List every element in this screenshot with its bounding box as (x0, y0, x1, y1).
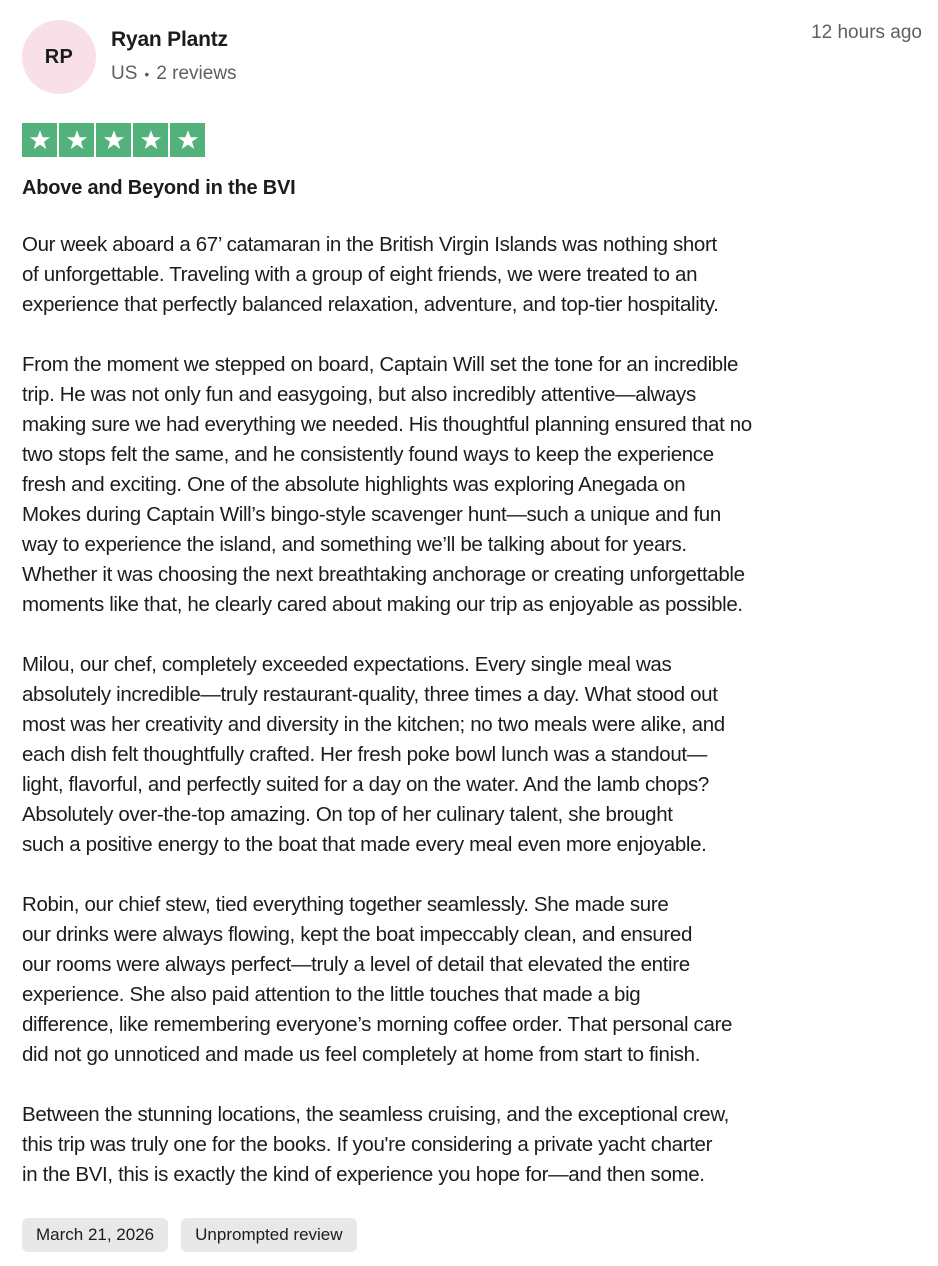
review-line: Milou, our chef, completely exceeded expectations. Every single meal was (22, 653, 672, 676)
review-line: fresh and exciting. One of the absolute highlights was exploring Anegada on (22, 473, 686, 496)
review-tags (22, 1218, 357, 1252)
review-line: Robin, our chief stew, tied everything together seamlessly. She made sure (22, 893, 669, 916)
review-line: difference, like remembering everyone’s morning coffee order. That personal care (22, 1013, 733, 1036)
review-paragraph (22, 1100, 902, 1190)
star-icon (170, 123, 205, 157)
review-line: trip. He was not only fun and easygoing, but also incredibly attentive—always (22, 383, 696, 406)
review-line: experience. She also paid attention to the little touches that made a big (22, 983, 641, 1006)
review-line: Absolutely over-the-top amazing. On top of her culinary talent, she brought (22, 803, 673, 826)
star-icon (96, 123, 131, 157)
review-date-tag: March 21, 2026 (22, 1218, 168, 1252)
review-line: way to experience the island, and something we’ll be talking about for years. (22, 533, 687, 556)
review-line: each dish felt thoughtfully crafted. Her fresh poke bowl lunch was a standout— (22, 743, 707, 766)
review-line: Whether it was choosing the next breathtaking anchorage or creating unforgettable (22, 563, 745, 586)
reviewer-name[interactable]: Ryan Plantz (111, 28, 228, 51)
reviewer-country: US (111, 63, 138, 84)
review-line: of unforgettable. Traveling with a group of eight friends, we were treated to an (22, 263, 698, 286)
review-title[interactable]: Above and Beyond in the BVI (22, 177, 296, 199)
star-icon (22, 123, 57, 157)
reviewer-avatar[interactable] (22, 20, 96, 94)
reviewer-meta (111, 63, 237, 85)
star-icon (59, 123, 94, 157)
star-rating (22, 123, 205, 157)
review-paragraph (22, 650, 902, 860)
review-line: our drinks were always flowing, kept the boat impeccably clean, and ensured (22, 923, 692, 946)
review-timestamp: 12 hours ago (811, 22, 922, 43)
review-paragraph (22, 890, 902, 1070)
review-line: Our week aboard a 67’ catamaran in the British Virgin Islands was nothing short (22, 233, 717, 256)
review-line: this trip was truly one for the books. If you're considering a private yacht charter (22, 1133, 713, 1156)
star-icon (133, 123, 168, 157)
review-body (22, 230, 902, 1220)
review-line: such a positive energy to the boat that made every meal even more enjoyable. (22, 833, 707, 856)
review-line: two stops felt the same, and he consistently found ways to keep the experience (22, 443, 714, 466)
review-line: most was her creativity and diversity in the kitchen; no two meals were alike, and (22, 713, 725, 736)
avatar-initials: RP (44, 45, 74, 68)
review-line: absolutely incredible—truly restaurant-quality, three times a day. What stood out (22, 683, 718, 706)
review-line: moments like that, he clearly cared about making our trip as enjoyable as possible. (22, 593, 743, 616)
review-line: Between the stunning locations, the seamless cruising, and the exceptional crew, (22, 1103, 730, 1126)
review-line: in the BVI, this is exactly the kind of experience you hope for—and then some. (22, 1163, 705, 1186)
unprompted-review-tag[interactable]: Unprompted review (181, 1218, 356, 1252)
review-line: From the moment we stepped on board, Captain Will set the tone for an incredible (22, 353, 739, 376)
review-line: light, flavorful, and perfectly suited for a day on the water. And the lamb chops? (22, 773, 709, 796)
review-line: our rooms were always perfect—truly a level of detail that elevated the entire (22, 953, 690, 976)
review-line: Mokes during Captain Will’s bingo-style scavenger hunt—such a unique and fun (22, 503, 721, 526)
review-line: making sure we had everything we needed. His thoughtful planning ensured that no (22, 413, 752, 436)
review-line: did not go unnoticed and made us feel completely at home from start to finish. (22, 1043, 701, 1066)
review-paragraph (22, 350, 902, 620)
reviewer-review-count: 2 reviews (156, 63, 237, 84)
review-line: experience that perfectly balanced relaxation, adventure, and top-tier hospitality. (22, 293, 719, 316)
meta-separator: • (144, 66, 150, 82)
review-paragraph (22, 230, 902, 320)
